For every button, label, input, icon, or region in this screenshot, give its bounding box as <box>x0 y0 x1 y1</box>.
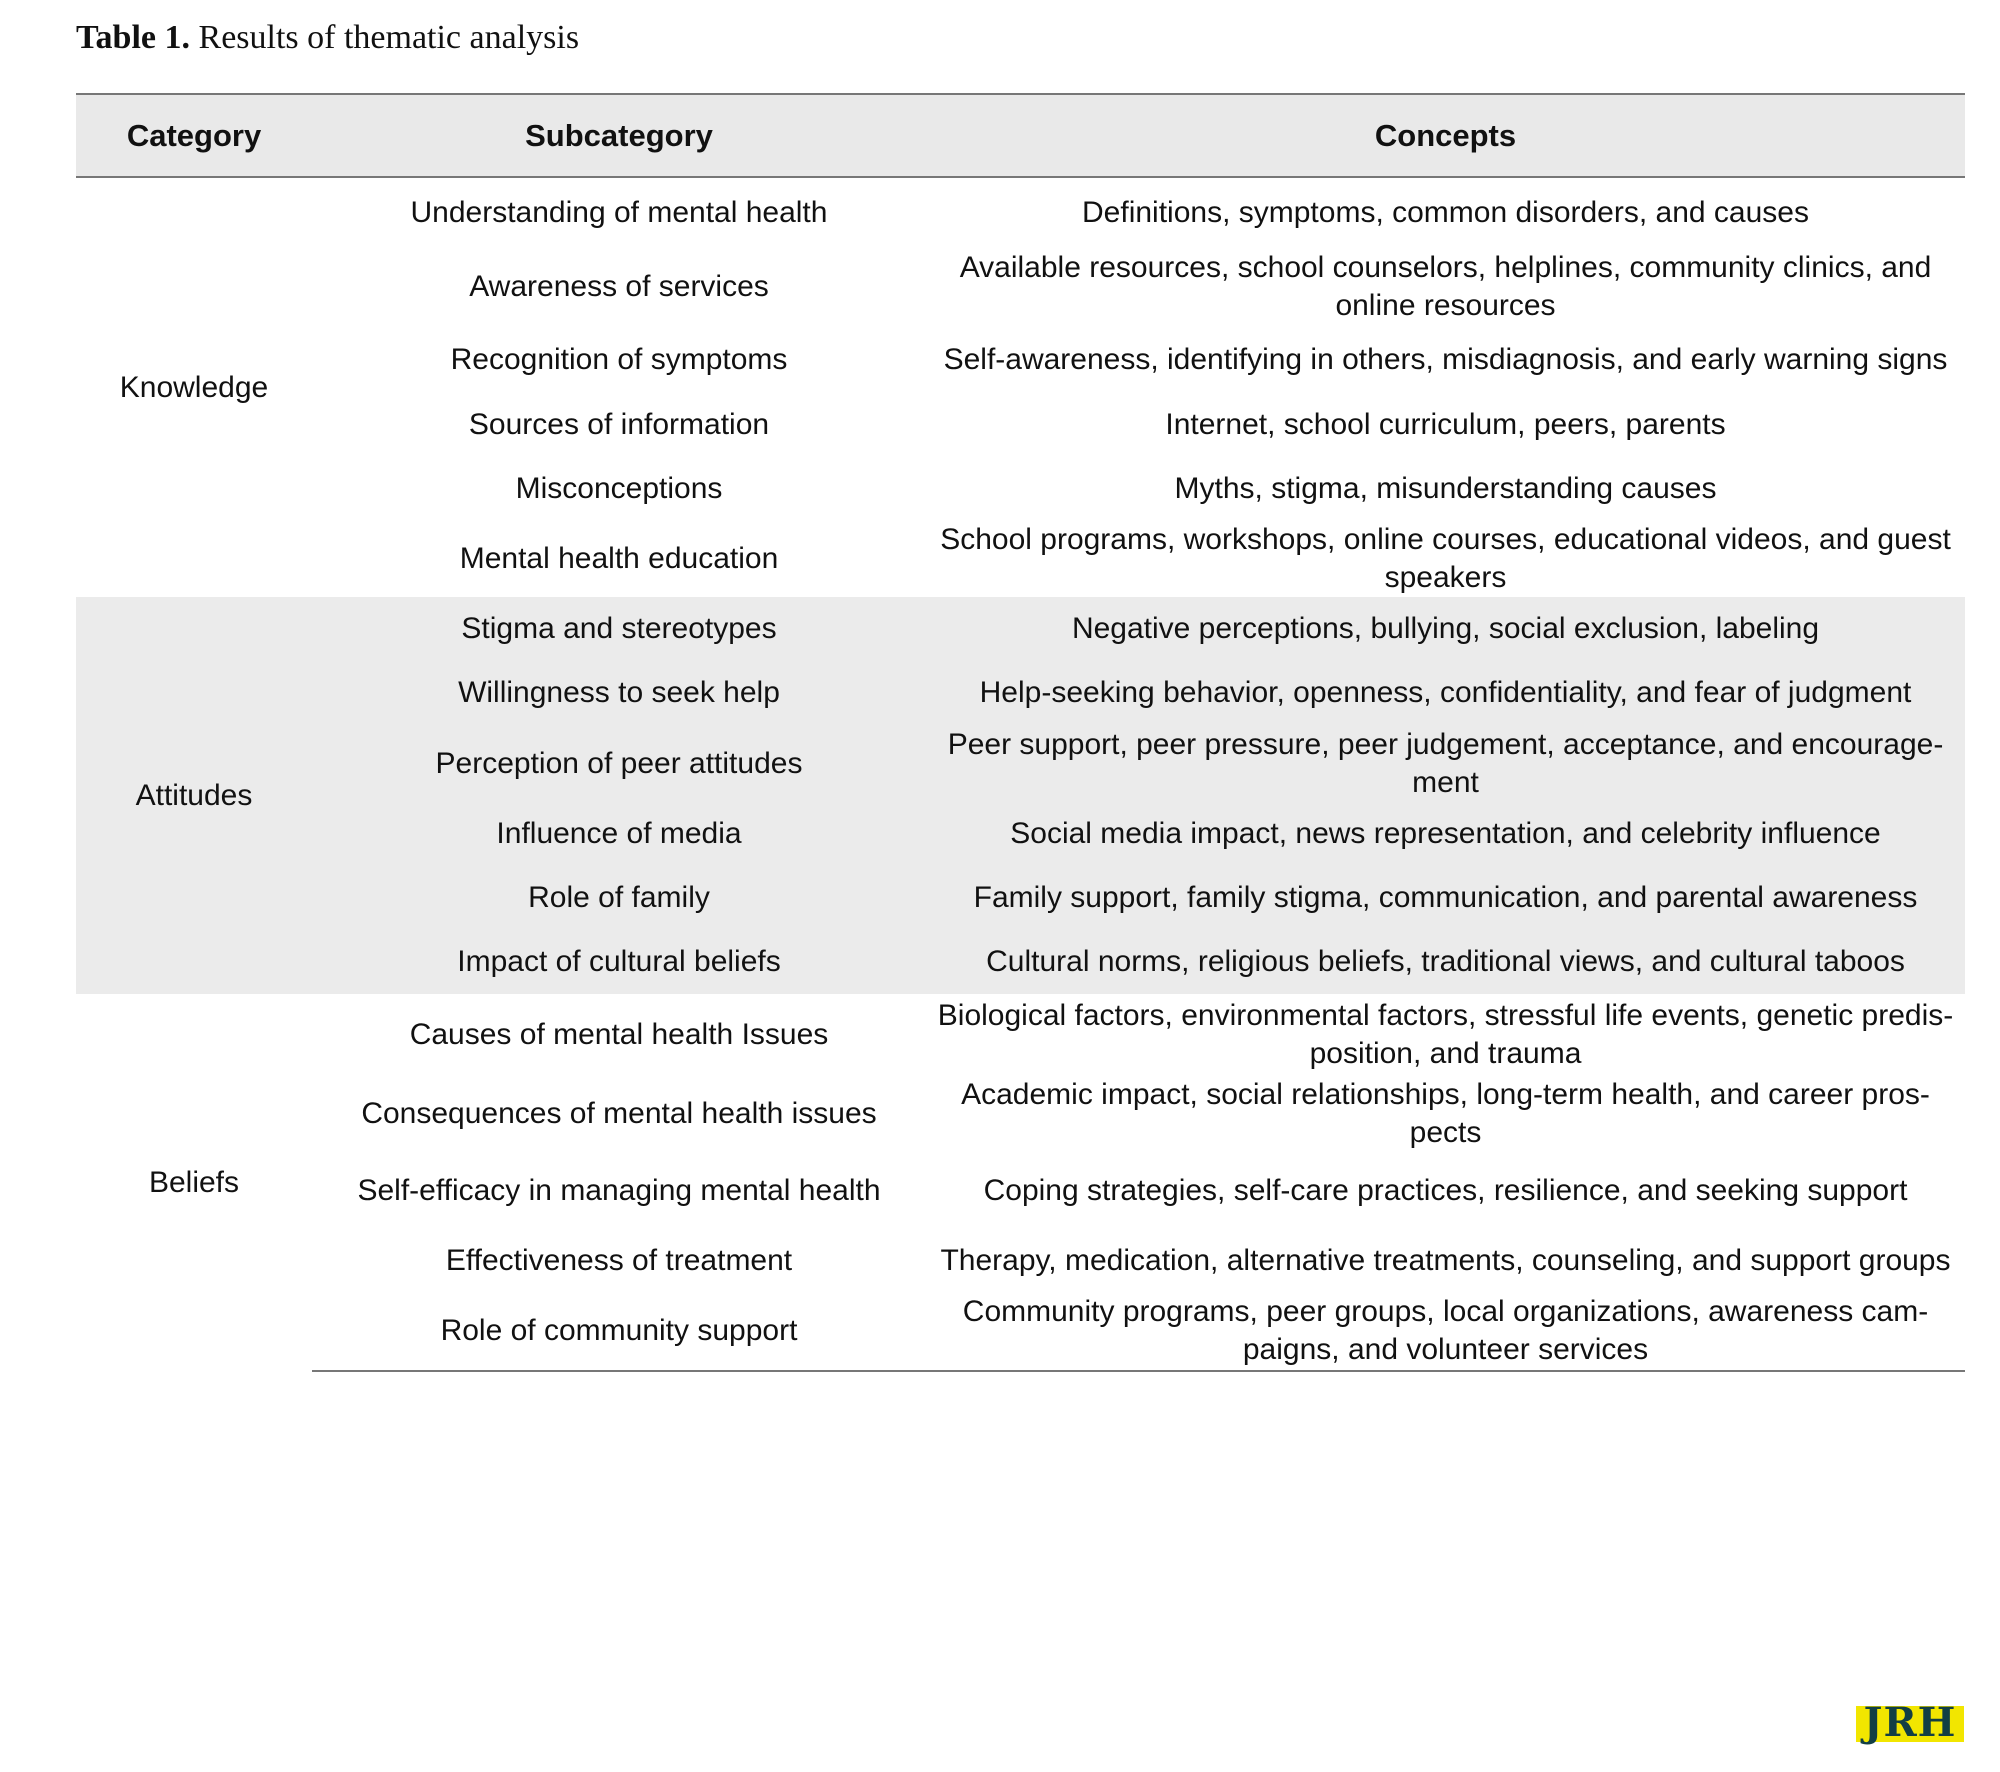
jrh-journal-logo-icon <box>1856 1699 1964 1746</box>
category-cell: Knowledge <box>119 370 269 404</box>
concepts-cell: Social media impact, news representation, and celebrity influence <box>926 802 1965 865</box>
concepts-cell: Available resources, school counselors, helplines, community clinics, and online resources <box>959 250 1932 322</box>
table-row <box>76 1230 1965 1291</box>
header-category: Category <box>76 94 312 177</box>
table-row <box>76 393 1965 456</box>
logo-text: JRH <box>1863 1699 1957 1746</box>
table-row <box>76 521 1965 597</box>
concepts-cell: Definitions, symptoms, common disorders, and causes <box>1082 195 1809 229</box>
table-row <box>76 661 1965 725</box>
table-row <box>76 177 1965 247</box>
concepts-cell: School programs, workshops, online courses, educational videos, and guest speakers <box>940 523 1951 594</box>
concepts-cell: Negative perceptions, bullying, social exclusion, labeling <box>926 597 1965 661</box>
subcategory-cell: Role of family <box>312 865 926 930</box>
category-cell: Attitudes <box>76 597 312 994</box>
table-row <box>76 456 1965 521</box>
concepts-cell: Biological factors, environmental factors, stressful life events, genetic predis-position, and trauma <box>937 999 1954 1070</box>
subcategory-cell: Perception of peer attitudes <box>312 725 926 802</box>
category-cell: Beliefs <box>148 1165 240 1199</box>
table-row <box>76 326 1965 393</box>
subcategory-cell: Influence of media <box>312 802 926 865</box>
subcategory-cell: Causes of mental health Issues <box>409 1018 829 1051</box>
table-row <box>76 1152 1965 1230</box>
caption-text: Results of thematic analysis <box>198 19 580 56</box>
subcategory-cell: Sources of information <box>468 407 770 441</box>
table-row <box>76 725 1965 802</box>
subcategory-cell: Role of community support <box>312 1291 926 1371</box>
concepts-cell: Therapy, medication, alternative treatments, counseling, and support groups <box>940 1243 1951 1277</box>
table-row <box>76 865 1965 930</box>
table-row <box>76 1076 1965 1152</box>
subcategory-cell: Misconceptions <box>515 471 723 505</box>
concepts-cell: Self-awareness, identifying in others, misdiagnosis, and early warning signs <box>943 342 1948 376</box>
concepts-cell: Myths, stigma, misunderstanding causes <box>1174 471 1717 505</box>
table-row <box>76 930 1965 994</box>
subcategory-cell: Willingness to seek help <box>312 661 926 725</box>
header-subcategory: Subcategory <box>312 94 926 177</box>
subcategory-cell: Self-efficacy in managing mental health <box>357 1174 881 1207</box>
subcategory-cell: Understanding of mental health <box>410 195 828 229</box>
subcategory-cell: Recognition of symptoms <box>450 342 788 376</box>
subcategory-cell: Effectiveness of treatment <box>445 1243 793 1277</box>
subcategory-cell: Awareness of services <box>469 269 769 303</box>
table-row <box>76 994 1965 1076</box>
concepts-cell: Community programs, peer groups, local organizations, awareness cam-paigns, and volunteer services <box>926 1291 1965 1371</box>
table-row <box>76 597 1965 661</box>
results-table <box>76 93 1965 1372</box>
concepts-cell: Coping strategies, self-care practices, resilience, and seeking support <box>983 1174 1908 1207</box>
concepts-cell: Internet, school curriculum, peers, parents <box>1165 407 1726 441</box>
concepts-cell: Help-seeking behavior, openness, confidentiality, and fear of judgment <box>926 661 1965 725</box>
concepts-cell: Cultural norms, religious beliefs, traditional views, and cultural taboos <box>926 930 1965 994</box>
table-caption <box>76 14 579 62</box>
group-knowledge <box>76 177 1965 597</box>
subcategory-cell: Impact of cultural beliefs <box>312 930 926 994</box>
subcategory-cell: Consequences of mental health issues <box>361 1097 877 1130</box>
group-beliefs <box>76 994 1965 1371</box>
header-concepts: Concepts <box>926 94 1965 177</box>
concepts-cell: Family support, family stigma, communication, and parental awareness <box>926 865 1965 930</box>
subcategory-cell: Mental health education <box>459 542 779 575</box>
group-attitudes <box>76 597 1965 994</box>
header-row <box>76 94 1965 177</box>
subcategory-cell: Stigma and stereotypes <box>312 597 926 661</box>
table-header <box>76 94 1965 177</box>
table-row <box>76 247 1965 326</box>
table-row <box>76 1291 1965 1371</box>
caption-label: Table 1. <box>76 19 191 56</box>
concepts-cell: Academic impact, social relationships, long-term health, and career pros-pects <box>961 1078 1930 1149</box>
table-row <box>76 802 1965 865</box>
concepts-cell: Peer support, peer pressure, peer judgement, acceptance, and encourage-ment <box>926 725 1965 802</box>
